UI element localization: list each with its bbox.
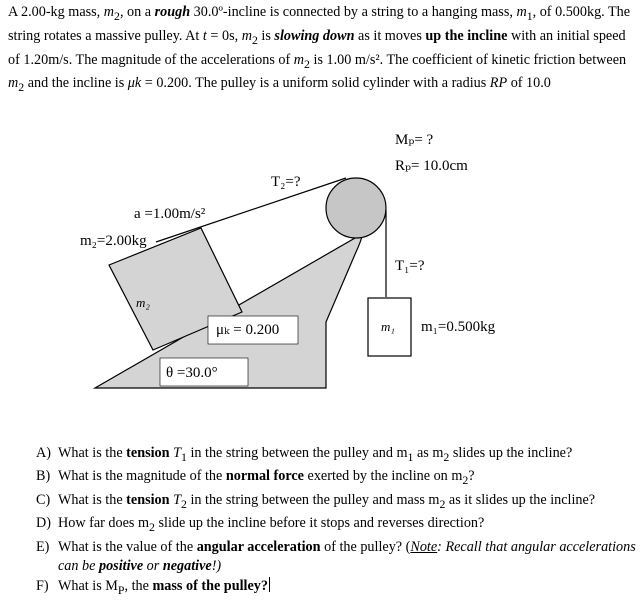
var: T	[169, 445, 181, 461]
pulley-radius-label: Rₚ= 10.0cm	[395, 158, 468, 174]
text: exerted by the incline on m	[303, 468, 463, 485]
question-a	[36, 444, 640, 467]
emphasis: tension	[126, 491, 170, 508]
text: , on a	[119, 4, 155, 20]
questions-list	[36, 444, 640, 600]
text: What is the value of the	[58, 538, 197, 555]
var-m2: m	[241, 27, 252, 44]
text: What is the	[58, 445, 127, 461]
text: as it moves	[354, 27, 426, 44]
text: in the string between the pulley and mass m	[186, 491, 440, 508]
sub: 1	[526, 8, 533, 23]
sub: 2	[180, 496, 187, 511]
angle-label: θ =30.0°	[166, 365, 218, 381]
var-m2: m	[8, 75, 19, 92]
emphasis: positive	[98, 558, 144, 575]
sub: 2	[114, 8, 120, 23]
var-mu: μk	[127, 75, 142, 92]
question-d	[36, 514, 640, 537]
text: , the	[124, 577, 153, 594]
m1-block-label: m₁	[381, 319, 395, 334]
friction-label: μₖ = 0.200	[216, 322, 280, 338]
question-letter: B)	[36, 468, 51, 485]
text: What is the magnitude of the	[58, 468, 226, 485]
m1-mass-label: m₁=0.500kg	[421, 319, 496, 335]
var-rp: RP	[489, 75, 508, 92]
text: in the string between the pulley and m	[186, 445, 408, 461]
tension-t2-label: T₂=?	[271, 174, 301, 190]
text: How far does m	[58, 515, 150, 532]
text: = 0s,	[206, 27, 242, 44]
text: as it slides up the incline?	[445, 491, 596, 508]
question-letter: E)	[36, 538, 50, 555]
text: with an initial speed of 1.20m/s. The magnitude of the accelerations of	[8, 27, 626, 68]
text: or	[143, 558, 163, 575]
text: is	[257, 27, 275, 44]
question-letter: D)	[36, 515, 51, 532]
sub: 2	[149, 520, 155, 535]
var-t: t	[202, 27, 207, 44]
text: 30.0º-incline is connected by a string to a hanging mass,	[190, 4, 517, 20]
question-letter: A)	[36, 445, 51, 461]
acceleration-label: a =1.00m/s²	[134, 206, 206, 222]
sub: 2	[439, 496, 446, 511]
emphasis: mass of the pulley?	[152, 577, 268, 594]
text: and the incline is	[24, 75, 128, 92]
sub: 2	[462, 473, 469, 488]
sub: 2	[18, 80, 25, 95]
note-label: Note	[410, 538, 438, 555]
pulley	[326, 178, 386, 238]
question-b	[36, 467, 640, 490]
text: as m	[413, 445, 444, 461]
m2-block-label: m₂	[136, 295, 150, 310]
emphasis: angular acceleration	[196, 538, 321, 555]
emphasis: negative	[162, 558, 212, 575]
emphasis: tension	[126, 445, 170, 461]
m2-mass-label: m₂=2.00kg	[80, 233, 147, 249]
text: = 0.200. The pulley is a uniform solid cylinder with a radius	[141, 75, 490, 92]
emphasis-up: up the incline	[425, 27, 508, 44]
var: T	[169, 491, 181, 508]
var-m2: m	[103, 4, 115, 20]
pulley-mass-label: Mₚ= ?	[395, 132, 434, 148]
text: ?	[468, 468, 475, 485]
text: : Recall that angular accelerations can be	[58, 538, 636, 575]
text: , of 0.500kg. The string rotates a massive pulley. At	[8, 4, 631, 44]
question-c	[36, 491, 640, 514]
emphasis-rough: rough	[154, 4, 191, 20]
tension-t1-label: T₁=?	[395, 258, 425, 274]
text: What is the	[58, 491, 127, 508]
text: slide up the incline before it stops and reverses direction?	[154, 515, 485, 532]
text: slides up the incline?	[449, 445, 573, 461]
sub: P	[117, 582, 125, 597]
question-e	[36, 538, 640, 577]
sub: 2	[251, 32, 258, 47]
text: of the pulley? (	[320, 538, 411, 555]
text: !)	[211, 558, 222, 575]
sub: 2	[304, 56, 310, 71]
text: is 1.00 m/s². The coefficient of kinetic friction between	[309, 51, 627, 68]
var-m1: m	[516, 4, 527, 20]
text: A 2.00-kg mass,	[8, 4, 104, 20]
question-f	[36, 577, 640, 600]
text: of 10.0	[507, 75, 551, 92]
question-letter: C)	[36, 491, 51, 508]
sub: 1	[407, 449, 414, 464]
var-m2: m	[293, 51, 305, 68]
emphasis: normal force	[225, 468, 304, 485]
sub: 2	[443, 449, 450, 464]
text-cursor	[269, 577, 270, 592]
emphasis-slowing: slowing down	[274, 27, 355, 44]
question-letter: F)	[36, 577, 49, 594]
sub: 1	[180, 449, 187, 464]
text: What is M	[58, 577, 118, 594]
